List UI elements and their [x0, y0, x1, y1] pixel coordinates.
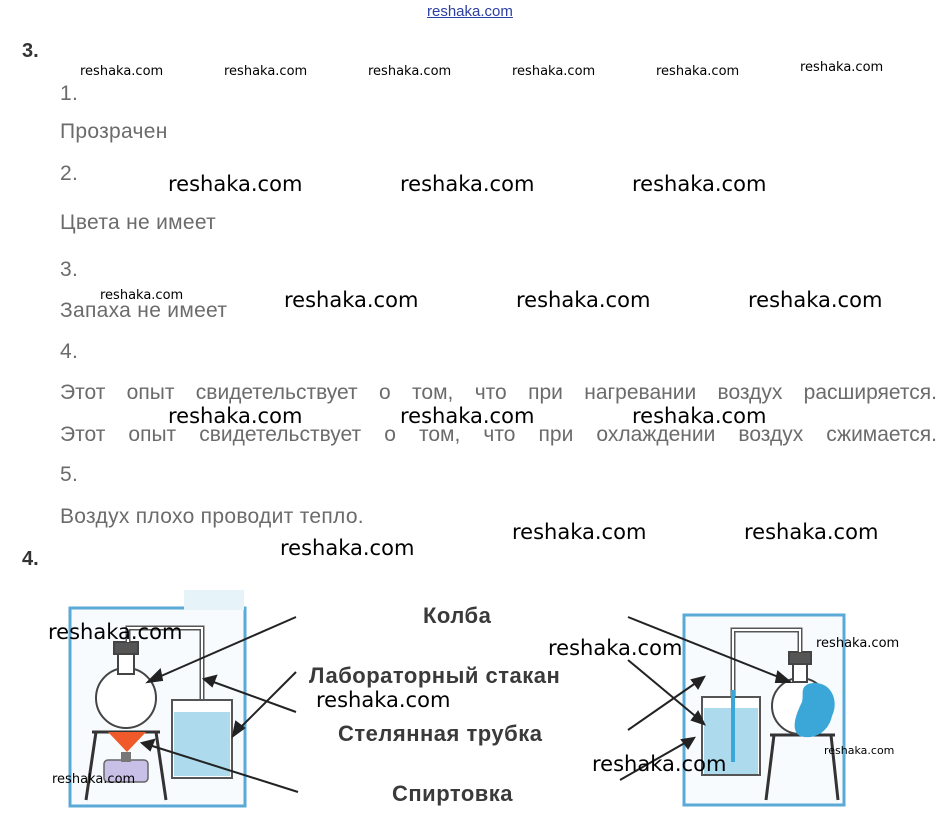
left-beaker [172, 700, 232, 778]
watermark: reshaka.com [168, 404, 303, 428]
watermark: reshaka.com [744, 520, 879, 544]
watermark: reshaka.com [512, 520, 647, 544]
task3-number: 3. [22, 40, 39, 62]
watermark: reshaka.com [100, 288, 184, 303]
watermark: reshaka.com [656, 64, 740, 79]
label-burner: Спиртовка [392, 781, 514, 806]
task3-item3-index: 3. [60, 258, 79, 281]
watermark: reshaka.com [632, 172, 767, 196]
watermark: reshaka.com [48, 620, 183, 644]
watermark: reshaka.com [548, 636, 683, 660]
task3-item5-index: 5. [60, 463, 79, 486]
label-flask: Колба [423, 603, 492, 628]
watermark: reshaka.com [824, 744, 895, 757]
task4-number: 4. [22, 548, 39, 570]
watermark: reshaka.com [284, 288, 419, 312]
watermark: reshaka.com [592, 752, 727, 776]
label-beaker: Лабораторный стакан [309, 663, 561, 688]
watermark: reshaka.com [516, 288, 651, 312]
watermark: reshaka.com [168, 172, 303, 196]
task3-item1-index: 1. [60, 82, 79, 105]
watermark: reshaka.com [80, 64, 164, 79]
watermark: reshaka.com [800, 60, 884, 75]
watermark: reshaka.com [368, 64, 452, 79]
watermark: reshaka.com [280, 536, 415, 560]
watermark: reshaka.com [816, 636, 900, 651]
task3-item4-index: 4. [60, 340, 79, 363]
task3-item1-text: Прозрачен [60, 120, 168, 143]
task3-item2-index: 2. [60, 162, 79, 185]
watermark: reshaka.com [224, 64, 308, 79]
task3-item4-line1: Этот опыт свидетельствует о том, что при нагревании воздух расширяется. [60, 381, 937, 404]
watermark: reshaka.com [632, 404, 767, 428]
task3-item2-text: Цвета не имеет [60, 211, 217, 234]
label-glass-tube: Стелянная трубка [338, 721, 543, 746]
watermark: reshaka.com [400, 404, 535, 428]
watermark: reshaka.com [400, 172, 535, 196]
watermark-top[interactable]: reshaka.com [427, 3, 513, 20]
watermark: reshaka.com [316, 688, 451, 712]
watermark: reshaka.com [512, 64, 596, 79]
task3-item5-text: Воздух плохо проводит тепло. [60, 505, 364, 528]
task3-item4-line2: Этот опыт свидетельствует о том, что при охлаждении воздух сжимается. [60, 423, 937, 446]
watermark: reshaka.com [52, 772, 136, 787]
task3-item3-text: Запаха не имеет [60, 299, 228, 322]
left-frame-tab [184, 590, 244, 610]
watermark: reshaka.com [748, 288, 883, 312]
